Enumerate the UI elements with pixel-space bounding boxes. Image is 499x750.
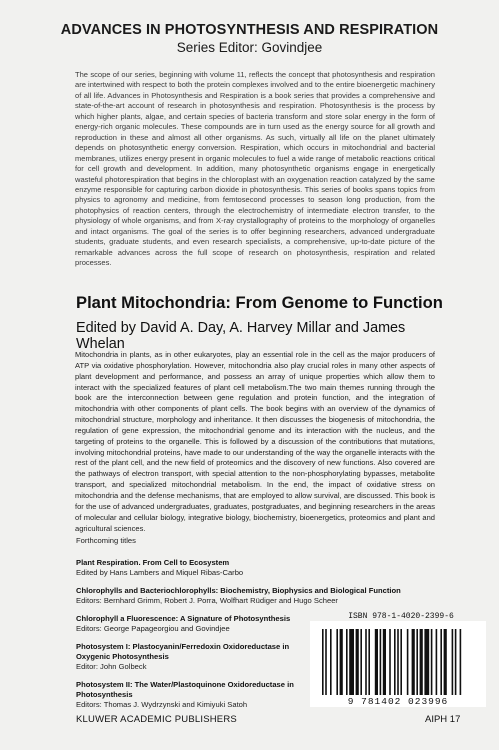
- forthcoming-item-editors: Editor: John Golbeck: [76, 662, 147, 671]
- forthcoming-item-editors: Editors: George Papageorgiou and Govindjee: [76, 624, 230, 633]
- forthcoming-item: [76, 586, 456, 606]
- forthcoming-item: [76, 614, 306, 634]
- forthcoming-item-title: Photosystem II: The Water/Plastoquinone Oxidoreductase in Photosynthesis: [76, 680, 294, 699]
- barcode-bars: [310, 621, 486, 697]
- series-code: AIPH 17: [425, 714, 461, 725]
- forthcoming-item: [76, 558, 456, 578]
- series-description: The scope of our series, beginning with volume 11, reflects the concept that photosynthesis and respiration are intertwined with respect to both the protein complexes involved and to the entire bioenergetic machinery of all life. Advances in Photosynthesis and Respiration is a book series that provides a comprehensive and state-of-the-art account of research in photosynthesis and respiration. Photosynthesis is the process by which higher plants, algae, and certain species of bacteria transform and store solar energy in the form of energy-rich organic molecules. These compounds are in turn used as the energy source for all growth and reproduction in these and almost all other organisms. As such, virtually all life on the planet ultimately depends on photosynthetic energy conversion. Respiration, which occurs in mitochondrial and bacterial membranes, utilizes energy present in organic molecules to fuel a wide range of metabolic reactions critical for cell growth and development. In addition, many photosynthetic organisms engage in energetically wasteful photorespiration that begins in the chloroplast with an oxygenation reaction catalyzed by the same enzyme responsible for capturing carbon dioxide in photosynthesis. This series of books spans topics from physics to agronomy and medicine, from femtosecond processes to season long production, from the photophysics of reaction centers, through the electrochemistry of intermediate electron transfer, to the physiology of whole organisms, and from X-ray crystallography of proteins to the morphology of organelles and intact organisms. The goal of the series is to offer beginning researchers, advanced undergraduate students, graduate students, and even research specialists, a comprehensive, up-to-date picture of the remarkable advances across the full scope of research on photosynthesis, respiration and related processes.: [75, 70, 435, 268]
- forthcoming-item-editors: Editors: Bernhard Grimm, Robert J. Porra, Wolfhart Rüdiger and Hugo Scheer: [76, 596, 338, 605]
- book-description: Mitochondria in plants, as in other eukaryotes, play an essential role in the cell as the major producers of ATP via oxidative phosphorylation. However, mitochondria also play crucial roles in many other aspects of plant development and performance, and possess an array of unique properties which allow them to interact with the specialized features of plant cell metabolism.The two main themes running through the book are the interconnection between gene regulation and protein function, and the integration of mitochondria with other components of plant cells. The book begins with an overview of the dynamics of mitochondrial structure, morphology and inheritance. It then discusses the biogenesis of mitochondria, the regulation of gene expression, the mitochondrial genome and its interaction with the nucleus, and the targeting of proteins to the organelle. This is followed by a discussion of the contributions that mutations, involving mitochondrial proteins, have made to our understanding of the way the organelle interacts with the rest of the plant cell, and the new field of proteomics and the discovery of new functions. Also covered are the pathways of electron transport, with special attention to the non-phosphorylating bypasses, metabolite transport, and specialized mitochondrial metabolism. In the end, the impact of oxidative stress on mitochondria and the defense mechanisms, that are employed to allow survival, are discussed. This book is for the use of advanced undergraduates, graduates, postgraduates, and beginning researchers in the areas of molecular and cellular biology, integrative biology, biochemistry, bioenergetics, proteomics and plant and agricultural sciences.: [75, 350, 435, 533]
- series-title: ADVANCES IN PHOTOSYNTHESIS AND RESPIRATION: [60, 22, 439, 38]
- isbn-label: ISBN 978-1-4020-2399-6: [348, 612, 454, 621]
- book-editors: Edited by David A. Day, A. Harvey Millar and James Whelan: [76, 320, 406, 352]
- forthcoming-item-title: Chlorophyll a Fluorescence: A Signature of Photosynthesis: [76, 614, 291, 623]
- publisher-name: KLUWER ACADEMIC PUBLISHERS: [76, 714, 237, 725]
- forthcoming-item-title: Photosystem I: Plastocyanin/Ferredoxin Oxidoreductase in Oxygenic Photosynthesis: [76, 642, 290, 661]
- barcode-number: 9 781402 023996: [347, 696, 449, 707]
- forthcoming-item-editors: Edited by Hans Lambers and Miquel Ribas-Carbo: [76, 568, 244, 577]
- forthcoming-item: [76, 642, 306, 672]
- forthcoming-label: Forthcoming titles: [76, 536, 136, 545]
- forthcoming-item-title: Chlorophylls and Bacteriochlorophylls: Biochemistry, Biophysics and Biological Function: [76, 586, 401, 595]
- barcode: [310, 621, 486, 707]
- series-editor: Series Editor: Govindjee: [176, 40, 323, 55]
- forthcoming-item: [76, 680, 306, 710]
- forthcoming-item-title: Plant Respiration. From Cell to Ecosystem: [76, 558, 230, 567]
- forthcoming-item-editors: Editors: Thomas J. Wydrzynski and Kimiyuki Satoh: [76, 700, 248, 709]
- book-title: Plant Mitochondria: From Genome to Function: [76, 293, 443, 312]
